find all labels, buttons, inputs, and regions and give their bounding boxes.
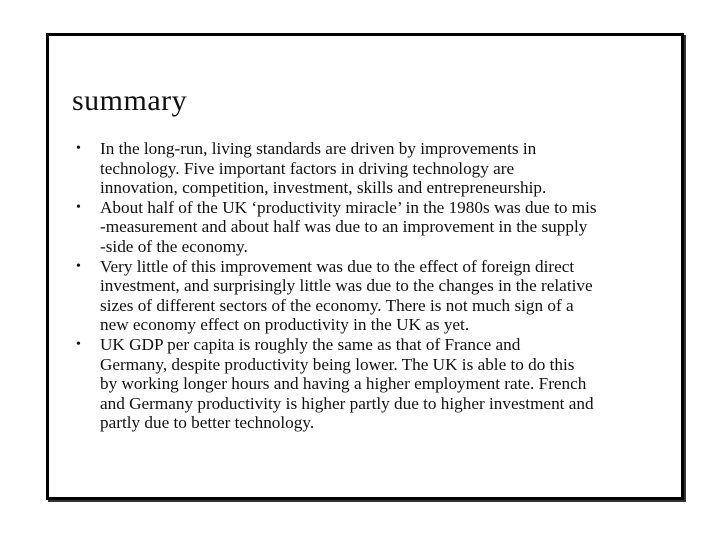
bullet-text-line: In the long-run, living standards are driven by improvements in: [100, 139, 537, 158]
bullet-text-line: -measurement and about half was due to an improvement in the supply: [100, 217, 588, 237]
bullet-icon: •: [76, 199, 81, 215]
bullet-list: [72, 139, 672, 433]
bullet-text-line: investment, and surprisingly little was due to the changes in the relative: [100, 276, 593, 296]
bullet-text-line: innovation, competition, investment, skills and entrepreneurship.: [100, 178, 547, 198]
bullet-text-line: by working longer hours and having a higher employment rate. French: [100, 374, 587, 394]
bullet-icon: •: [76, 258, 81, 274]
bullet-text-line: new economy effect on productivity in the UK as yet.: [100, 315, 470, 335]
bullet-text-line: Germany, despite productivity being lower. The UK is able to do this: [100, 354, 575, 374]
bullet-item: [72, 335, 672, 433]
bullet-text-line: partly due to better technology.: [100, 413, 315, 433]
bullet-text-line: -side of the economy.: [100, 236, 248, 256]
bullet-text-line: sizes of different sectors of the economy. There is not much sign of a: [100, 295, 574, 315]
bullet-icon: •: [76, 336, 81, 352]
bullet-text-line: and Germany productivity is higher partly due to higher investment and: [100, 393, 594, 413]
bullet-text-line: technology. Five important factors in driving technology are: [100, 158, 515, 178]
bullet-item: [72, 139, 672, 198]
bullet-text-line: About half of the UK ‘productivity miracle’ in the 1980s was due to mis: [100, 197, 597, 217]
bullet-icon: •: [76, 141, 81, 156]
bullet-text-line: Very little of this improvement was due to the effect of foreign direct: [100, 256, 575, 276]
bullet-text-line: UK GDP per capita is roughly the same as that of France and: [100, 334, 521, 354]
bullet-item: [72, 198, 672, 257]
slide-title: summary: [72, 84, 188, 117]
bullet-item: [72, 257, 672, 335]
